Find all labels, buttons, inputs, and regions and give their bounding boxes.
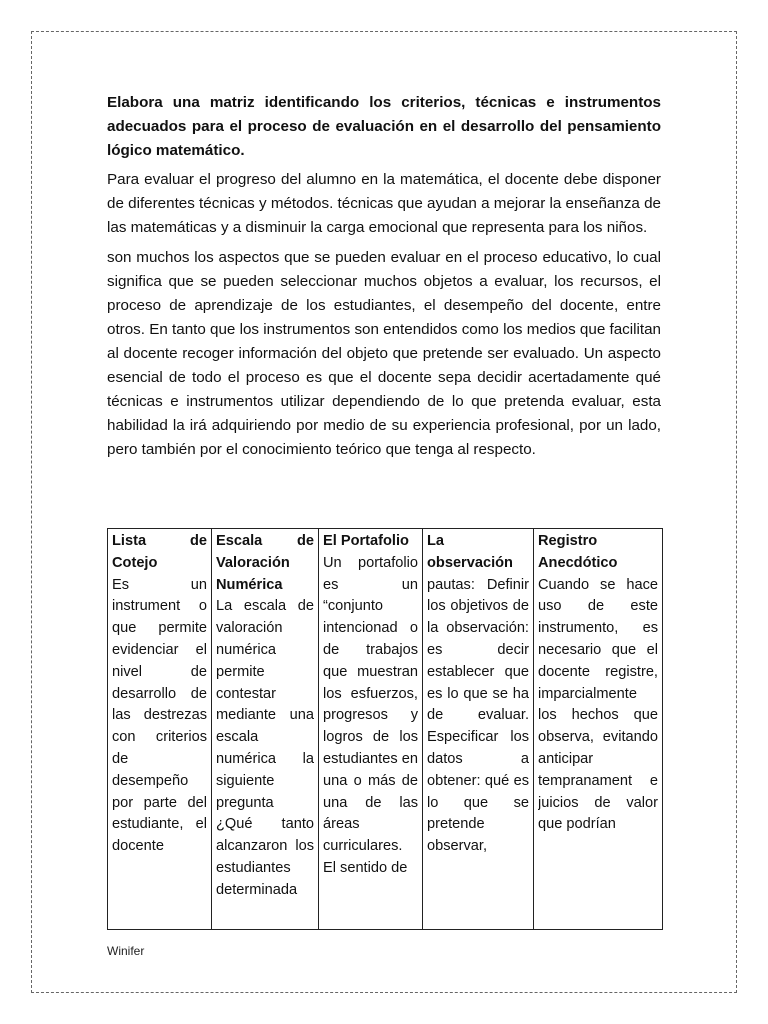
column-title: Registro Anecdótico xyxy=(538,533,618,571)
column-text: Es un instrument o que permite evidenciar el nivel de desarrollo de las destrezas con criterios de desempeño por parte del estudiante, el docente xyxy=(112,576,207,855)
column-title: El Portafolio xyxy=(323,533,409,549)
paragraph-intro: Para evaluar el progreso del alumno en la matemática, el docente debe disponer de diferentes técnicas y métodos. técnicas que ayudan a mejorar la enseñanza de las matemáticas y a disminuir la carga emocional que representa para los niños. xyxy=(107,171,661,236)
table-cell-registro-anecdotico xyxy=(534,529,663,930)
evaluation-matrix-table xyxy=(107,528,663,930)
table-cell-observacion xyxy=(423,529,534,930)
table-cell-portafolio xyxy=(319,529,423,930)
column-text: La escala de valoración numérica permite contestar mediante una escala numérica la siguiente pregunta ¿Qué tanto alcanzaron los estudiantes determinada xyxy=(216,598,314,898)
column-text: Un portafolio es un “conjunto intencionad o de trabajos que muestran los esfuerzos, progresos y logros de los estudiantes en una o más de una de las áreas curriculares. El sentido de xyxy=(323,554,418,876)
footer-author: Winifer xyxy=(107,944,145,958)
document-heading: Elabora una matriz identificando los criterios, técnicas e instrumentos adecuados para el proceso de evaluación en el desarrollo del pensamiento lógico matemático. xyxy=(107,94,661,159)
paragraph-aspects: son muchos los aspectos que se pueden evaluar en el proceso educativo, lo cual significa que se pueden seleccionar muchos objetos a evaluar, los recursos, el proceso de aprendizaje de los estudiantes, el desempeño del docente, entre otros. En tanto que los instrumentos son entendidos como los medios que facilitan al docente recoger información del objeto que pretende ser evaluado. Un aspecto esencial de todo el proceso es que el docente sepa decidir acertadamente qué técnicas e instrumentos utilizar dependiendo de lo que pretenda evaluar, esta habilidad la irá adquiriendo por medio de su experiencia profesional, por un lado, pero también por el conocimiento teórico que tenga al respecto. xyxy=(107,249,661,458)
column-title: Lista de Cotejo xyxy=(112,533,207,571)
document-body xyxy=(107,91,661,468)
table-row xyxy=(108,529,663,930)
table-cell-lista-cotejo xyxy=(108,529,212,930)
column-text: Cuando se hace uso de este instrumento, es necesario que el docente registre, imparcialmente los hechos que observa, evitando anticipar tempranament e juicios de valor que podrían xyxy=(538,576,658,833)
column-title: Escala de Valoración Numérica xyxy=(216,533,314,593)
table-cell-escala-valoracion xyxy=(212,529,319,930)
column-text: pautas: Definir los objetivos de la observación: es decir establecer que es lo que se ha de evaluar. Especificar los datos a obtener: qué es lo que se pretende observar, xyxy=(427,576,529,855)
column-title: La observación xyxy=(427,533,513,571)
